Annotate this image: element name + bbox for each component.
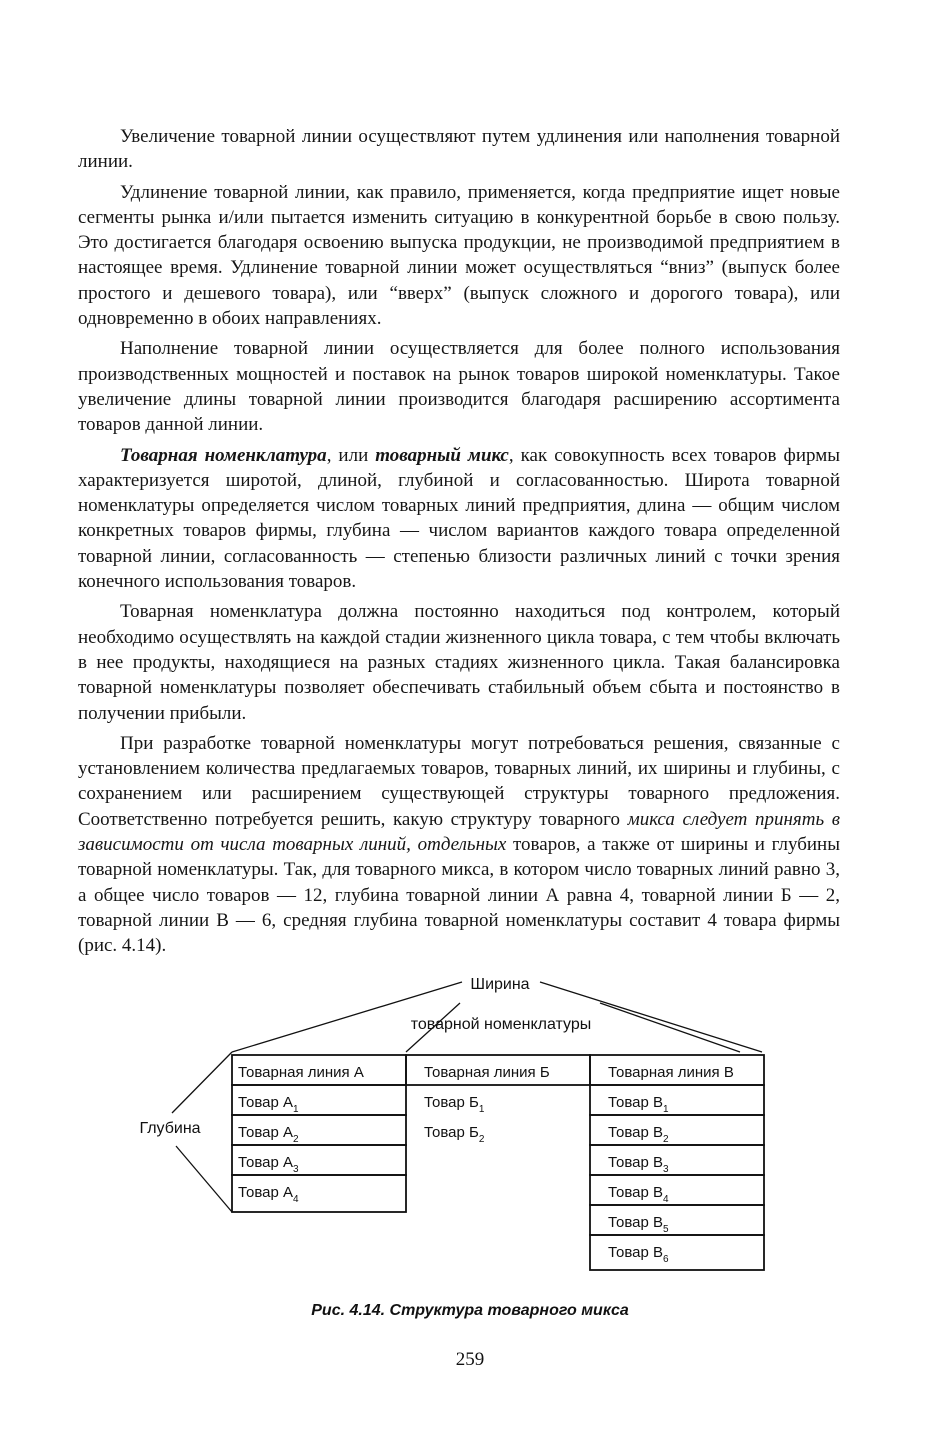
width-sublabel: товарной номенклатуры xyxy=(410,1016,592,1033)
product-index: 3 xyxy=(293,1164,299,1175)
paragraph-4-rest: , как совокупность всех товаров фирмы характеризуется широтой, длиной, глубиной и согласованностью. Широта товарной номенклатуры определяется числом товарных линий предприятия, длина — общим числом конкретных товаров фирмы, глубина — числом вариантов каждого товара определенной товарной линии, согласованность — степенью близости различных линий с точки зрения конечного использования товаров. xyxy=(78,444,841,593)
product-index: 1 xyxy=(293,1104,299,1115)
product-name: Товар В xyxy=(608,1184,663,1201)
product-a-1 xyxy=(238,1094,299,1115)
product-index: 1 xyxy=(663,1104,669,1115)
product-name: Товар В xyxy=(608,1124,663,1141)
product-v-4 xyxy=(608,1184,669,1205)
term-product-mix: товарный микс xyxy=(375,444,509,466)
product-name: Товар А xyxy=(238,1094,293,1111)
product-name: Товар В xyxy=(608,1094,663,1111)
diagram-cells xyxy=(238,1064,734,1265)
product-index: 5 xyxy=(663,1224,669,1235)
paragraph-3: Наполнение товарной линии осуществляется для более полного использования производственных мощностей и поставок на рынок товаров широкой номенклатуры. Такое увеличение длины товарной линии производится благодаря расширению ассортимента товаров данной линии. xyxy=(78,338,840,436)
page-number: 259 xyxy=(455,1349,485,1370)
paragraph-2: Удлинение товарной линии, как правило, применяется, когда предприятие ищет новые сегменты рынка и/или пытается изменить ситуацию в конкурентной борьбе в свою пользу. Это достигается благодаря освоению выпуска продукции, не производимой предприятием в настоящее время. Удлинение товарной линии может осуществляться “вниз” (выпуск более простого и дешевого товара), или “вверх” (выпуск сложного и дорогого товара), или одновременно в обоих направлениях. xyxy=(78,181,840,330)
product-index: 2 xyxy=(478,1134,485,1145)
width-label: Ширина xyxy=(470,976,530,993)
product-name: Товар Б xyxy=(424,1094,479,1111)
product-v-2 xyxy=(608,1124,669,1145)
product-name: Товар А xyxy=(238,1154,293,1171)
product-b-1 xyxy=(424,1094,485,1115)
paragraph-1: Увеличение товарной линии осуществляют путем удлинения или наполнения товарной линии. xyxy=(78,126,840,173)
product-index: 2 xyxy=(663,1134,669,1145)
product-index: 1 xyxy=(478,1104,485,1115)
product-index: 6 xyxy=(663,1254,669,1265)
line-header-v: Товарная линия В xyxy=(608,1064,734,1081)
paragraph-6-end: товаров, а также от ширины и глубины товарной номенклатуры. Так, для товарного микса, в котором число товарных линий равно 3, а общее число товаров — 12, глубина товарной линии А равна 4, товарной линии Б — 2, товарной линии В — 6, средняя глубина товарной номенклатуры составит 4 товара фирмы (рис. 4.14). xyxy=(78,834,840,957)
term-product-nomenclature: Товарная номенклатура xyxy=(120,444,327,466)
product-name: Товар А xyxy=(238,1184,293,1201)
paragraph-6 xyxy=(78,731,840,959)
product-a-4 xyxy=(238,1184,299,1205)
figure-caption: Рис. 4.14. Структура товарного микса xyxy=(311,1302,629,1319)
paragraph-6-italic: микса следует принять в зависимости от числа товарных линий, отдельных xyxy=(78,808,840,856)
product-index: 3 xyxy=(663,1164,669,1175)
product-index: 4 xyxy=(293,1194,299,1205)
product-name: Товар В xyxy=(608,1214,663,1231)
line-header-a: Товарная линия А xyxy=(238,1064,364,1081)
line-header-b: Товарная линия Б xyxy=(424,1064,550,1081)
product-b-2 xyxy=(424,1124,485,1145)
product-v-5 xyxy=(608,1214,669,1235)
product-index: 2 xyxy=(293,1134,299,1145)
product-name: Товар В xyxy=(608,1244,663,1261)
product-a-2 xyxy=(238,1124,299,1145)
product-name: Товар В xyxy=(608,1154,663,1171)
paragraph-6-start: При разработке товарной номенклатуры могут потребоваться решения, связанные с установлением количества предлагаемых товаров, товарных линий, их ширины и глубины, с сохранением или расширением существующей структуры товарного предложения. Соответственно потребуется решить, какую структуру товарного xyxy=(78,732,840,830)
product-name: Товар А xyxy=(238,1124,293,1141)
product-v-3 xyxy=(608,1154,669,1175)
body-text xyxy=(78,124,840,959)
depth-label: Глубина xyxy=(139,1120,201,1137)
product-v-6 xyxy=(608,1244,669,1265)
product-name: Товар Б xyxy=(424,1124,479,1141)
paragraph-5: Товарная номенклатура должна постоянно находиться под контролем, который необходимо осуществлять на каждой стадии жизненного цикла товара, с тем чтобы включать в нее продукты, находящиеся на разных стадиях жизненного цикла. Такая балансировка товарной номенклатуры позволяет обеспечивать стабильный объем сбыта и постоянство в получении прибыли. xyxy=(78,601,840,724)
product-a-3 xyxy=(238,1154,299,1175)
paragraph-4 xyxy=(78,443,840,595)
product-v-1 xyxy=(608,1094,669,1115)
product-index: 4 xyxy=(663,1194,669,1205)
term-joiner: , или xyxy=(326,444,376,466)
